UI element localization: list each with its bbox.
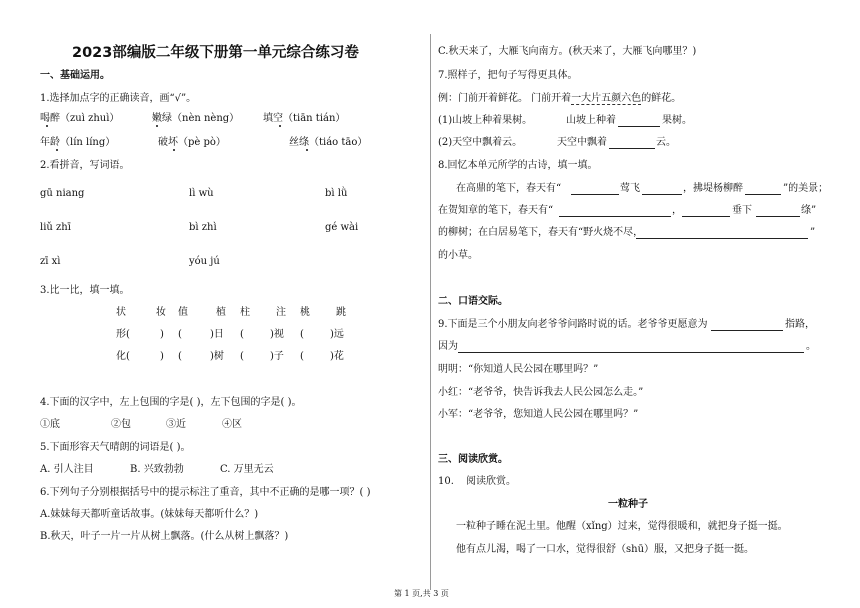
- q5-option: C. 万里无云: [220, 464, 274, 475]
- pinyin-item: gū niang: [40, 188, 85, 199]
- q9-because: 因为: [438, 341, 458, 352]
- q8-line1-c: ，拂堤杨柳醉: [683, 183, 743, 194]
- compare-char: 状: [116, 307, 126, 318]
- q8-line2-a: 在贺知章的笔下，春天有“: [438, 205, 554, 216]
- q4-prompt: 4.下面的汉字中，左上包围的字是( )，左下包围的字是( )。: [40, 397, 302, 408]
- q8-line1-d: ”的美景；: [783, 183, 829, 194]
- q6-option-c: C.秋天来了，大雁飞向南方。(秋天来了，大雁飞向哪里？): [438, 46, 697, 57]
- q8-line3-a: 的柳树；在白居易笔下，春天有“野火烧不尽，: [438, 227, 644, 238]
- q1-item: 破坏（pè pò）: [158, 137, 226, 148]
- story-paragraph: 一粒种子睡在泥土里。他醒（xǐng）过来，觉得很暖和，就把身子挺一挺。: [456, 521, 788, 532]
- q7-sentence-1: (1)山坡上种着果树。: [438, 115, 533, 126]
- q1-item: 年龄（lín líng）: [40, 137, 116, 148]
- q2-prompt: 2.看拼音，写词语。: [40, 160, 130, 171]
- pinyin-item: lì wù: [189, 188, 214, 199]
- pinyin-item: liǔ zhī: [40, 222, 71, 233]
- emphasis-dot: [306, 149, 308, 151]
- q4-option: ③近: [166, 419, 186, 430]
- q1-item: 喝醉（zuì zhuì）: [40, 113, 120, 124]
- emphasis-dot: [46, 125, 48, 127]
- emphasis-dot: [56, 149, 58, 151]
- pinyin-item: yóu jú: [189, 256, 220, 267]
- q9-because-end: 。: [806, 341, 816, 352]
- q1-item: 填空（tiān tián）: [263, 113, 346, 124]
- q8-line3-b: ”: [810, 227, 816, 238]
- compare-char: 桃: [300, 307, 310, 318]
- compare-blank: (: [300, 329, 304, 340]
- dialogue-line: 小红：“老爷爷，快告诉我去人民公园怎么走。”: [438, 387, 644, 398]
- q7-prompt: 7.照样子，把句子写得更具体。: [438, 70, 578, 81]
- q8-line4: 的小草。: [438, 250, 478, 261]
- compare-char: 注: [276, 307, 286, 318]
- compare-blank: (: [178, 351, 182, 362]
- compare-blank: )树: [210, 351, 224, 362]
- q7-example-underlined: 一大片五颜六色: [571, 93, 642, 104]
- q7-rewrite-1-end: 果树。: [662, 115, 692, 126]
- compare-blank: )视: [270, 329, 284, 340]
- section-oral-heading: 二、口语交际。: [438, 296, 508, 307]
- q8-line2-d: 绦”: [801, 205, 817, 216]
- compare-blank: ): [160, 351, 164, 362]
- q10-number: 10.: [438, 476, 454, 487]
- q7-example-end: 的鲜花。: [641, 93, 682, 104]
- q7-example-start: 例：门前开着鲜花。 门前开着: [438, 93, 572, 104]
- q9-prompt-end: 指路，: [785, 319, 815, 330]
- compare-blank: )日: [210, 329, 224, 340]
- q8-line1-a: 在高鼎的笔下，春天有“: [456, 183, 562, 194]
- pinyin-item: bì zhì: [189, 222, 217, 233]
- compare-char: 柱: [240, 307, 250, 318]
- compare-char: 值: [178, 307, 188, 318]
- q1-item: 嫩绿（nèn nèng）: [152, 113, 240, 124]
- q7-rewrite-2: 天空中飘着: [557, 137, 607, 148]
- section-reading-heading: 三、阅读欣赏。: [438, 454, 508, 465]
- compare-char: 妆: [156, 307, 166, 318]
- blank-line[interactable]: [642, 194, 682, 195]
- q7-rewrite-1: 山坡上种着: [566, 115, 616, 126]
- pinyin-item: zī xì: [40, 256, 61, 267]
- q4-option: ④区: [222, 419, 242, 430]
- q7-example: [438, 92, 681, 105]
- q5-option: B. 兴致勃勃: [130, 464, 184, 475]
- compare-char: 植: [216, 307, 226, 318]
- q9-prompt: 9.下面是三个小朋友向老爷爷问路时说的话。老爷爷更愿意为: [438, 319, 708, 330]
- q4-option: ①底: [40, 419, 60, 430]
- story-paragraph: 他有点儿渴，喝了一口水，觉得很舒（shū）服，又把身子挺一挺。: [456, 544, 755, 555]
- blank-line[interactable]: [618, 126, 660, 127]
- compare-blank: 化(: [116, 351, 130, 362]
- q7-sentence-2: (2)天空中飘着云。: [438, 137, 523, 148]
- q5-prompt: 5.下面形容天气晴朗的词语是( )。: [40, 442, 191, 453]
- blank-line[interactable]: [571, 194, 619, 195]
- emphasis-dot: [156, 125, 158, 127]
- q6-option-b: B.秋天，叶子一片一片从树上飘落。(什么从树上飘落？): [40, 531, 289, 542]
- q3-prompt: 3.比一比，填一填。: [40, 285, 130, 296]
- q1-prompt: 1.选择加点字的正确读音，画“√”。: [40, 93, 197, 104]
- compare-blank: (: [240, 351, 244, 362]
- compare-char: 跳: [336, 307, 346, 318]
- section-basic-heading: 一、基础运用。: [40, 70, 110, 81]
- dialogue-line: 小军：“老爷爷，您知道人民公园在哪里吗？”: [438, 409, 639, 420]
- blank-line[interactable]: [711, 330, 783, 331]
- column-divider: [430, 34, 431, 590]
- compare-blank: (: [178, 329, 182, 340]
- q10-prompt: 阅读欣赏。: [466, 476, 516, 487]
- q6-prompt: 6.下列句子分别根据括号中的提示标注了重音，其中不正确的是哪一项？( ): [40, 487, 371, 498]
- story-title: 一粒种子: [608, 499, 648, 510]
- compare-blank: ): [160, 329, 164, 340]
- blank-line[interactable]: [682, 216, 730, 217]
- emphasis-dot: [279, 125, 281, 127]
- pinyin-item: bì lǜ: [325, 188, 348, 199]
- compare-blank: (: [240, 329, 244, 340]
- q1-item: 丝绦（tiáo tāo）: [289, 137, 368, 148]
- compare-blank: )花: [330, 351, 344, 362]
- q6-option-a: A.妹妹每天都听童话故事。(妹妹每天都听什么？): [40, 509, 259, 520]
- q8-prompt: 8.回忆本单元所学的古诗，填一填。: [438, 160, 598, 171]
- page-title: 2023部编版二年级下册第一单元综合练习卷: [72, 45, 359, 61]
- q8-line2-b: ，: [672, 205, 682, 216]
- page-footer: 第 1 页,共 3 页: [394, 589, 449, 598]
- blank-line[interactable]: [636, 238, 808, 239]
- q4-option: ②包: [111, 419, 131, 430]
- blank-line[interactable]: [756, 216, 800, 217]
- blank-line[interactable]: [458, 352, 804, 353]
- q7-rewrite-2-end: 云。: [656, 137, 676, 148]
- q8-line1-b: 莺飞: [620, 183, 640, 194]
- blank-line[interactable]: [559, 216, 671, 217]
- dialogue-line: 明明：“你知道人民公园在哪里吗？”: [438, 364, 599, 375]
- blank-line[interactable]: [609, 148, 655, 149]
- compare-blank: )远: [330, 329, 344, 340]
- q5-option: A. 引人注目: [40, 464, 94, 475]
- compare-blank: 形(: [116, 329, 130, 340]
- compare-blank: (: [300, 351, 304, 362]
- compare-blank: )子: [270, 351, 284, 362]
- pinyin-item: gé wài: [325, 222, 359, 233]
- q8-line2-c: 垂下: [732, 205, 752, 216]
- blank-line[interactable]: [745, 194, 781, 195]
- emphasis-dot: [173, 149, 175, 151]
